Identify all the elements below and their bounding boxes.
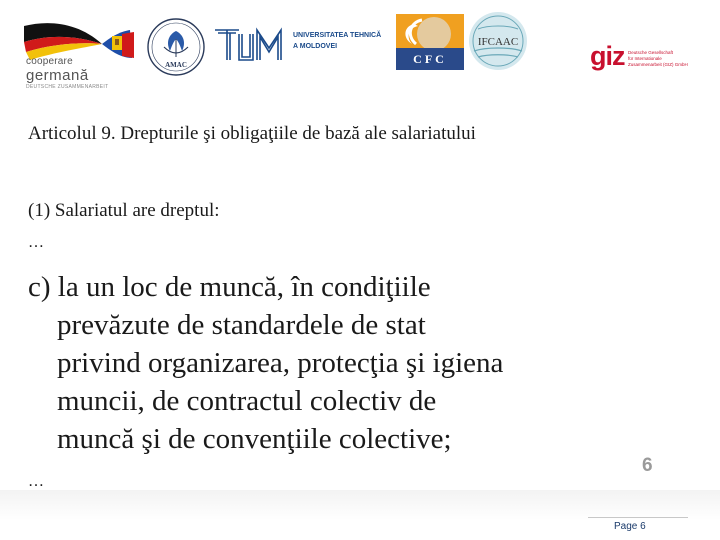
cfc-logo — [394, 12, 470, 72]
article-heading: Articolul 9. Drepturile şi obligaţiile de bază ale salariatului — [28, 123, 476, 144]
utm-name-line2: A MOLDOVEI — [293, 43, 338, 50]
giz-wordmark: giz — [590, 41, 625, 71]
ellipsis-top: … — [28, 234, 44, 251]
footer-page-label: Page 6 — [614, 521, 646, 532]
utm-name-line1: UNIVERSITATEA TEHNICĂ — [293, 32, 382, 39]
cooperare-germana-logo — [18, 18, 140, 94]
body-line: c) la un loc de muncă, în condiţiile — [28, 271, 431, 303]
utm-monogram-icon — [213, 24, 293, 64]
body-line: muncii, de contractul colectiv de — [57, 385, 437, 417]
paragraph-intro: (1) Salariatul are dreptul: — [28, 200, 220, 221]
ifcaac-logo — [466, 11, 530, 71]
slide-number: 6 — [642, 455, 653, 476]
cfc-label: CFC — [413, 52, 447, 66]
ellipsis-bottom: … — [28, 473, 44, 490]
giz-logo — [590, 40, 700, 80]
amac-label: AMAC — [165, 61, 187, 69]
giz-name-line3: Zusammenarbeit (GIZ) GmbH — [628, 62, 688, 67]
body-line: privind organizarea, protecţia şi igiena — [57, 347, 504, 379]
partner-logo-bar — [0, 0, 720, 100]
amac-logo — [146, 17, 206, 77]
article-body — [28, 268, 688, 458]
deutsche-zusammenarbeit-text: DEUTSCHE ZUSAMMENARBEIT — [26, 84, 109, 90]
footer-band — [0, 490, 720, 540]
utm-logo — [213, 24, 388, 64]
body-line: prevăzute de standardele de stat — [57, 309, 426, 341]
footer-divider — [588, 517, 688, 518]
giz-name-line1: Deutsche Gesellschaft — [628, 50, 674, 55]
giz-name-line2: für Internationale — [628, 56, 662, 61]
germana-text: germană — [26, 67, 89, 84]
cooperare-text: cooperare — [26, 56, 73, 67]
ifcaac-label: IFCAAC — [477, 36, 519, 48]
body-line: muncă şi de convenţiile colective; — [57, 423, 452, 455]
